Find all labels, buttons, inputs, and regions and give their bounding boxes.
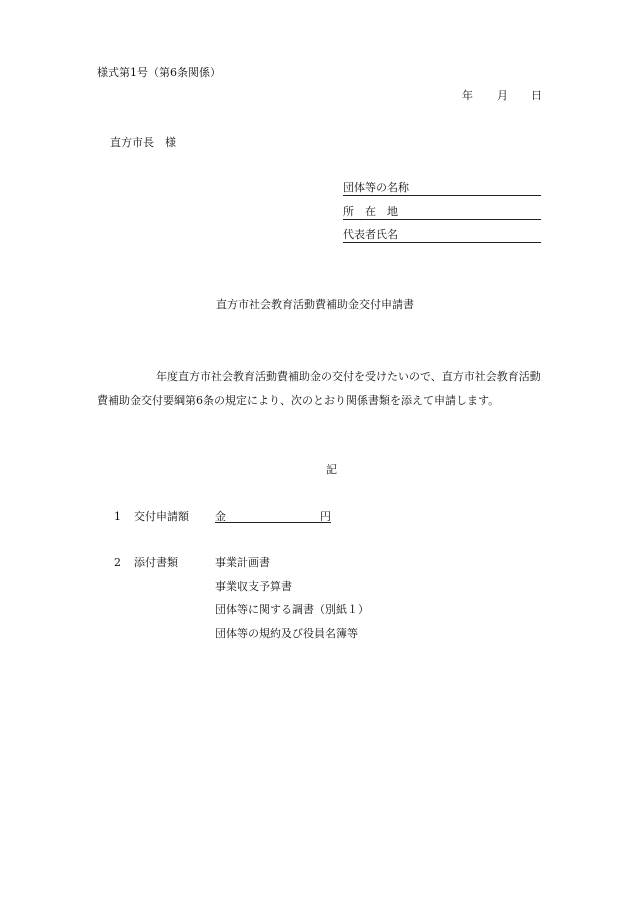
- date-day: 日: [531, 89, 542, 102]
- amount-prefix: 金: [215, 510, 226, 523]
- document-item: 事業収支予算書: [215, 580, 292, 593]
- address-line: [343, 219, 541, 220]
- item1-number: 1: [114, 510, 121, 523]
- representative-label: 代表者氏名: [343, 228, 398, 241]
- body-line-2: 費補助金交付要綱第6条の規定により、次のとおり関係書類を添えて申請します。: [97, 394, 500, 407]
- item1-label: 交付申請額: [134, 510, 189, 523]
- item2-number: 2: [114, 556, 121, 569]
- date-year: 年: [462, 89, 473, 102]
- form-number: 様式第1号（第6条関係）: [97, 66, 221, 79]
- document-item: 団体等に関する調書（別紙１）: [215, 603, 369, 616]
- body-line-1: 年度直方市社会教育活動費補助金の交付を受けたいので、直方市社会教育活動: [156, 370, 541, 383]
- amount-unit: 円: [320, 510, 331, 523]
- item2-label: 添付書類: [134, 556, 178, 569]
- amount-input-line[interactable]: [215, 522, 331, 523]
- date-month: 月: [497, 89, 508, 102]
- ki-heading: 記: [326, 463, 337, 476]
- document-item: 団体等の規約及び役員名簿等: [215, 627, 358, 640]
- representative-line: [343, 242, 541, 243]
- address-label: 所 在 地: [343, 205, 398, 218]
- org-name-line: [343, 195, 541, 196]
- document-item: 事業計画書: [215, 556, 270, 569]
- org-name-label: 団体等の名称: [343, 181, 409, 194]
- addressee: 直方市長 様: [110, 136, 176, 149]
- document-title: 直方市社会教育活動費補助金交付申請書: [216, 298, 414, 311]
